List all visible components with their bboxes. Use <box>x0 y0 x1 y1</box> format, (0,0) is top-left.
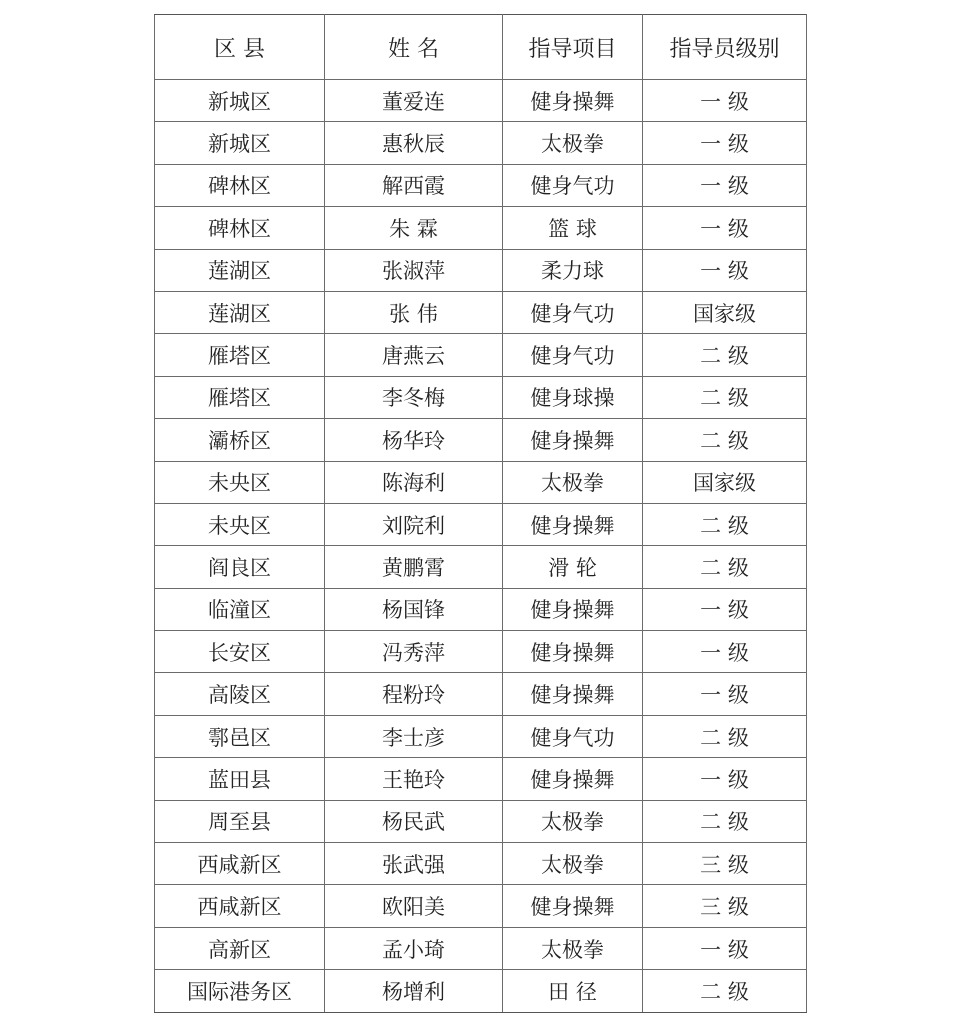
instructor-table <box>154 14 807 1013</box>
cell-district: 临潼区 <box>155 588 325 630</box>
table-row <box>155 758 807 800</box>
cell-level: 一 级 <box>643 249 807 291</box>
cell-district: 西咸新区 <box>155 885 325 927</box>
cell-level: 一 级 <box>643 207 807 249</box>
cell-name: 陈海利 <box>325 461 503 503</box>
cell-level: 一 级 <box>643 631 807 673</box>
table-row <box>155 588 807 630</box>
table-header-row <box>155 15 807 80</box>
cell-name: 刘院利 <box>325 503 503 545</box>
cell-name: 唐燕云 <box>325 334 503 376</box>
cell-level: 二 级 <box>643 800 807 842</box>
cell-project: 健身气功 <box>503 334 643 376</box>
cell-level: 二 级 <box>643 419 807 461</box>
cell-district: 长安区 <box>155 631 325 673</box>
cell-project: 太极拳 <box>503 461 643 503</box>
cell-project: 健身操舞 <box>503 419 643 461</box>
cell-name: 杨民武 <box>325 800 503 842</box>
cell-level: 三 级 <box>643 843 807 885</box>
cell-project: 健身气功 <box>503 164 643 206</box>
cell-project: 健身操舞 <box>503 673 643 715</box>
cell-name: 解西霞 <box>325 164 503 206</box>
table-row <box>155 80 807 122</box>
cell-district: 新城区 <box>155 80 325 122</box>
cell-project: 健身气功 <box>503 291 643 333</box>
cell-project: 太极拳 <box>503 927 643 969</box>
cell-name: 李士彦 <box>325 715 503 757</box>
table-row <box>155 843 807 885</box>
cell-district: 未央区 <box>155 461 325 503</box>
cell-project: 太极拳 <box>503 843 643 885</box>
table-row <box>155 673 807 715</box>
cell-level: 一 级 <box>643 164 807 206</box>
cell-name: 杨增利 <box>325 970 503 1012</box>
cell-name: 董爱连 <box>325 80 503 122</box>
table-row <box>155 715 807 757</box>
cell-district: 灞桥区 <box>155 419 325 461</box>
cell-district: 高新区 <box>155 927 325 969</box>
cell-project: 健身操舞 <box>503 80 643 122</box>
table-row <box>155 800 807 842</box>
cell-district: 碑林区 <box>155 207 325 249</box>
cell-district: 雁塔区 <box>155 334 325 376</box>
cell-project: 健身操舞 <box>503 631 643 673</box>
cell-project: 健身操舞 <box>503 588 643 630</box>
cell-district: 高陵区 <box>155 673 325 715</box>
header-name: 姓 名 <box>325 15 503 80</box>
cell-name: 张淑萍 <box>325 249 503 291</box>
cell-project: 太极拳 <box>503 122 643 164</box>
cell-district: 未央区 <box>155 503 325 545</box>
cell-level: 一 级 <box>643 588 807 630</box>
cell-project: 健身操舞 <box>503 503 643 545</box>
header-level: 指导员级别 <box>643 15 807 80</box>
table-row <box>155 546 807 588</box>
cell-project: 田 径 <box>503 970 643 1012</box>
cell-district: 莲湖区 <box>155 291 325 333</box>
table-row <box>155 503 807 545</box>
cell-project: 健身气功 <box>503 715 643 757</box>
cell-district: 莲湖区 <box>155 249 325 291</box>
cell-level: 一 级 <box>643 122 807 164</box>
cell-level: 二 级 <box>643 970 807 1012</box>
cell-district: 鄠邑区 <box>155 715 325 757</box>
cell-level: 二 级 <box>643 715 807 757</box>
cell-project: 太极拳 <box>503 800 643 842</box>
cell-name: 李冬梅 <box>325 376 503 418</box>
cell-project: 健身球操 <box>503 376 643 418</box>
cell-level: 一 级 <box>643 758 807 800</box>
cell-name: 张武强 <box>325 843 503 885</box>
cell-project: 柔力球 <box>503 249 643 291</box>
cell-district: 国际港务区 <box>155 970 325 1012</box>
cell-name: 杨华玲 <box>325 419 503 461</box>
table-row <box>155 249 807 291</box>
cell-name: 欧阳美 <box>325 885 503 927</box>
table-row <box>155 631 807 673</box>
cell-district: 蓝田县 <box>155 758 325 800</box>
cell-district: 周至县 <box>155 800 325 842</box>
table-row <box>155 291 807 333</box>
cell-level: 二 级 <box>643 376 807 418</box>
cell-level: 国家级 <box>643 461 807 503</box>
table-row <box>155 885 807 927</box>
header-project: 指导项目 <box>503 15 643 80</box>
table-row <box>155 970 807 1012</box>
cell-district: 碑林区 <box>155 164 325 206</box>
cell-name: 黄鹏霄 <box>325 546 503 588</box>
table-row <box>155 122 807 164</box>
table-row <box>155 927 807 969</box>
cell-level: 二 级 <box>643 546 807 588</box>
table-body <box>155 80 807 1013</box>
table-row <box>155 164 807 206</box>
cell-name: 惠秋辰 <box>325 122 503 164</box>
cell-name: 冯秀萍 <box>325 631 503 673</box>
cell-project: 健身操舞 <box>503 758 643 800</box>
cell-level: 三 级 <box>643 885 807 927</box>
cell-level: 二 级 <box>643 503 807 545</box>
cell-district: 雁塔区 <box>155 376 325 418</box>
cell-name: 朱 霖 <box>325 207 503 249</box>
table-row <box>155 376 807 418</box>
cell-name: 程粉玲 <box>325 673 503 715</box>
cell-level: 国家级 <box>643 291 807 333</box>
cell-name: 孟小琦 <box>325 927 503 969</box>
cell-level: 二 级 <box>643 334 807 376</box>
cell-project: 篮 球 <box>503 207 643 249</box>
table-row <box>155 461 807 503</box>
table-row <box>155 419 807 461</box>
cell-project: 健身操舞 <box>503 885 643 927</box>
cell-level: 一 级 <box>643 673 807 715</box>
cell-level: 一 级 <box>643 927 807 969</box>
cell-name: 王艳玲 <box>325 758 503 800</box>
header-district: 区 县 <box>155 15 325 80</box>
cell-name: 杨国锋 <box>325 588 503 630</box>
cell-district: 西咸新区 <box>155 843 325 885</box>
table-row <box>155 334 807 376</box>
cell-level: 一 级 <box>643 80 807 122</box>
table-row <box>155 207 807 249</box>
cell-district: 新城区 <box>155 122 325 164</box>
cell-district: 阎良区 <box>155 546 325 588</box>
cell-project: 滑 轮 <box>503 546 643 588</box>
cell-name: 张 伟 <box>325 291 503 333</box>
